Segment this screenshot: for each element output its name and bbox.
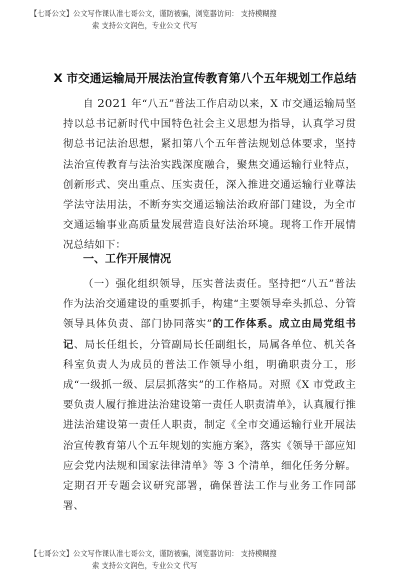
intro-rest: 年“八五”普法工作启动以来，X 市交通运输局坚持以总书记新时代中国特色社会主义思想为指导，认真学习贯彻总书记法治思想，紧扣第八个五年普法规划总体要求，坚持法治宣传教育与法治实践深度融合，聚焦交通运输行业特点，创新形式、突出重点、压实责任，深入推进交通运输行业尊法学法守法用法，不断夯实交通运输法治政府部门建设，为全市交通运输事业高质量发展营造良好法治环境。现将工作开展情况总结如下： [63, 98, 356, 252]
para1-text-b: 、局长任组长，分管副局长任副组长，局属各单位、机关各科室负责人为成员的普法工作领导小组，明确职责分工，形成“一级抓一级、层层抓落实”的工作格局。对照《X 市党政主要负责人履行推进法治建设第一责任人职责清单》，认真履行推进法治建设第一责任人职责，制定《全市交通运输行业开展法治宣传教育第八个五年规划的实施方案》，落实《领导干部应知应会党内法规和国家法律清单》等 3 个清单，细化任务分解。定期召开专题会议研究部署，确保普法工作与业务工作同部署、 [63, 338, 357, 513]
intro-paragraph [63, 93, 356, 256]
top-watermark-banner [30, 8, 390, 32]
top-banner-line-2: 索 支持公文润色，专业公文 代写 [92, 21, 198, 30]
bottom-banner-line-1: 【七哥公文】公文写作课认准七哥公文，谨防被骗，浏览器访问： 支持模糊搜 [30, 549, 277, 558]
para1-text-a: （一）强化组织领导，压实普法责任。坚持把“八五”普法作为法治交通建设的重要抓手，构建“主要领导牵头抓总、分管领导具体负责、部门协同落实” [63, 278, 356, 331]
bottom-banner-line-2: 索 支持公文润色，专业公文 代写 [92, 561, 198, 570]
section-heading: 一、工作开展情况 [83, 252, 171, 265]
intro-year: 2021 [97, 96, 128, 110]
document-title: X 市交通运输局开展法治宣传教育第八个五年规划工作总结 [53, 71, 357, 85]
paragraph-organization-leadership [63, 274, 356, 516]
top-banner-line-1: 【七哥公文】公文写作课认准七哥公文，谨防被骗，浏览器访问： 支持模糊搜 [30, 9, 277, 18]
intro-prefix: 自 [83, 98, 98, 110]
para1-bold-text: 的工作体系。成立由局党组书记 [63, 318, 356, 351]
bottom-watermark-banner [30, 548, 390, 572]
